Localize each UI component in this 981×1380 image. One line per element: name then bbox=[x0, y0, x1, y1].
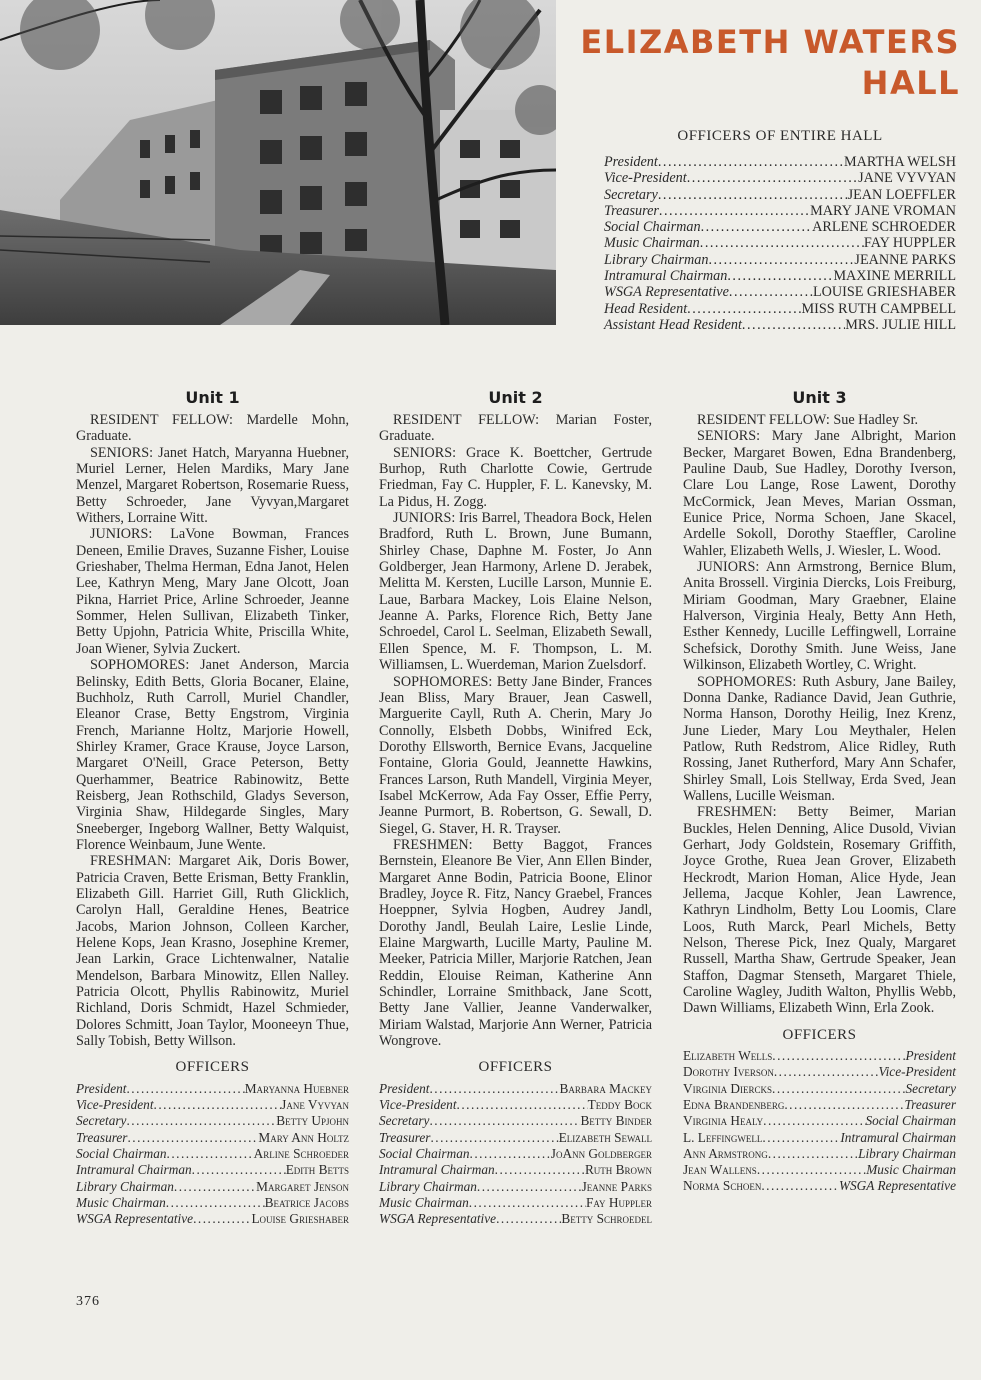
officer-name: Arline Schroeder bbox=[253, 1145, 349, 1161]
unit-3-freshmen: FRESHMEN: Betty Beimer, Marian Buckles, Helen Denning, Alice Dusold, Vivian Gerhart, Jody Goldstein, Rosemary Griffith, Joyce Grothe, Ruea Jean Grover, Elizabeth Heckrodt, Marion Homan, Alice Hyde, Jean Jellema, Jacque Kohler, Jean Lawrence, Kathryn Lindholm, Betty Lou Loomis, Clare Loos, Ruth Marck, Pearl Michels, Betty Nelson, Therese Pick, Inez Qualy, Margaret Russell, Martha Shaw, Gertrude Speaker, Jean Staffon, Dagmar Stenseth, Margaret Thiele, Caroline Wagley, Judith Walton, Phyllis Webb, Dawn Williams, Elizabeth Winn, Erla Zook. bbox=[683, 804, 956, 1017]
officer-role: Treasurer bbox=[379, 1129, 431, 1145]
leader-dots bbox=[126, 1081, 244, 1097]
page-title bbox=[560, 22, 960, 104]
officer-row bbox=[76, 1081, 349, 1097]
officer-name: Louise Grieshaber bbox=[251, 1211, 349, 1227]
unit-1-juniors: JUNIORS: LaVone Bowman, Frances Deneen, Emilie Draves, Suzanne Fisher, Louise Grieshaber, Thelma Herman, Edna Janot, Helen Lee, Kathryn Meng, Mary Jane Olcott, Joan Pikna, Harriet Price, Arline Schroeder, Jeanne Sommer, Helen Sullivan, Elizabeth Tinker, Betty Upjohn, Patricia White, Priscilla White, Joan Wiener, Sylvia Zuckert. bbox=[76, 526, 349, 657]
officer-row bbox=[604, 187, 956, 203]
officer-row bbox=[379, 1081, 652, 1097]
leader-dots bbox=[729, 284, 813, 300]
unit-1-title: Unit 1 bbox=[185, 388, 240, 407]
officer-row bbox=[683, 1178, 956, 1194]
officer-role: Social Chairman bbox=[604, 219, 701, 236]
officer-row bbox=[604, 268, 956, 284]
officer-name: Jane Vyvyan bbox=[281, 1097, 349, 1113]
officer-row bbox=[379, 1113, 652, 1129]
officer-row bbox=[604, 252, 956, 268]
hall-photograph bbox=[0, 0, 556, 325]
leader-dots bbox=[727, 268, 833, 284]
officer-name: LOUISE GRIESHABER bbox=[812, 284, 956, 301]
unit-1-officers-heading: OFFICERS bbox=[175, 1059, 250, 1076]
officer-name: L. Leffingwell bbox=[683, 1129, 763, 1145]
leader-dots bbox=[496, 1211, 561, 1227]
leader-dots bbox=[687, 170, 858, 186]
officer-name: Beatrice Jacobs bbox=[264, 1194, 349, 1210]
officer-name: Teddy Bock bbox=[587, 1097, 652, 1113]
unit-2-officers-list bbox=[379, 1081, 652, 1228]
officer-row bbox=[683, 1081, 956, 1097]
leader-dots bbox=[192, 1162, 286, 1178]
officer-row bbox=[76, 1097, 349, 1113]
leader-dots bbox=[772, 1048, 905, 1064]
unit-1-column bbox=[76, 388, 349, 1227]
officer-role: WSGA Representative bbox=[838, 1178, 956, 1194]
unit-2-resident-fellow: RESIDENT FELLOW: Marian Foster, Graduate. bbox=[379, 412, 652, 445]
title-line-2: HALL bbox=[861, 64, 960, 102]
unit-1-resident-fellow: RESIDENT FELLOW: Mardelle Mohn, Graduate. bbox=[76, 412, 349, 445]
officer-row bbox=[604, 317, 956, 333]
officer-row bbox=[76, 1130, 349, 1146]
officer-name: Fay Huppler bbox=[585, 1194, 652, 1210]
officer-name: Ruth Brown bbox=[584, 1162, 652, 1178]
officer-row bbox=[683, 1097, 956, 1113]
officer-row bbox=[76, 1146, 349, 1162]
unit-1-seniors: SENIORS: Janet Hatch, Maryanna Huebner, Muriel Lerner, Helen Mardiks, Mary Jane Menzel, Margaret Robertson, Rosemarie Ruess, Betty Schroeder, Jane Vyvyan,Margaret Withers, Lorraine Witt. bbox=[76, 444, 349, 527]
officer-role: Music Chairman bbox=[76, 1194, 166, 1210]
officer-name: Norma Schoen bbox=[683, 1178, 762, 1194]
leader-dots bbox=[784, 1097, 904, 1113]
officer-row bbox=[379, 1195, 652, 1211]
hall-officers-list bbox=[604, 154, 956, 333]
officer-name: ARLENE SCHROEDER bbox=[812, 219, 956, 236]
leader-dots bbox=[774, 1064, 879, 1080]
leader-dots bbox=[127, 1130, 258, 1146]
officer-role: Library Chairman bbox=[76, 1178, 174, 1194]
officer-role: Music Chairman bbox=[866, 1162, 956, 1178]
officer-row bbox=[379, 1146, 652, 1162]
unit-3-resident-fellow: RESIDENT FELLOW: Sue Hadley Sr. bbox=[697, 412, 919, 428]
leader-dots bbox=[659, 203, 810, 219]
officer-row bbox=[683, 1162, 956, 1178]
officer-role: Treasurer bbox=[604, 202, 659, 219]
officer-name: Dorothy Iverson bbox=[683, 1064, 774, 1080]
leader-dots bbox=[469, 1195, 586, 1211]
leader-dots bbox=[763, 1113, 865, 1129]
officer-row bbox=[379, 1162, 652, 1178]
leader-dots bbox=[477, 1179, 582, 1195]
unit-3-sophomores: SOPHOMORES: Ruth Asbury, Jane Bailey, Donna Danke, Radiance David, Jean Guthrie, Norma Hanson, Dorothy Heilig, Inez Krenz, June Lieder, Mary Lou Meythaler, Helen Patlow, Ruth Redstrom, Alice Ridley, Ruth Rossing, Janet Rutherford, Mary Ann Schafer, Shirley Small, Lois Stellway, Erda Sved, Jean Wallens, Lucille Weisman. bbox=[683, 673, 956, 804]
officer-row bbox=[683, 1048, 956, 1064]
officer-role: Intramural Chairman bbox=[76, 1162, 192, 1178]
leader-dots bbox=[687, 301, 801, 317]
officer-role: Social Chairman bbox=[76, 1145, 167, 1161]
officer-role: Social Chairman bbox=[865, 1113, 956, 1129]
unit-3-juniors: JUNIORS: Ann Armstrong, Bernice Blum, Anita Brossell. Virginia Diercks, Lois Freiburg, Miriam Goodman, Mary Graebner, Elaine Halverson, Virginia Healy, Betty Ann Heth, Esther Kennedy, Lucille Leffingwell, Lorraine Schefsick, Dorothy Smith. June Weiss, Jane Wilkinson, Elizabeth Wortley, C. Wright. bbox=[683, 559, 956, 674]
officer-name: Betty Schroedel bbox=[561, 1211, 652, 1227]
officer-name: Virginia Diercks bbox=[683, 1080, 773, 1096]
officer-name: JEAN LOEFFLER bbox=[847, 186, 956, 203]
leader-dots bbox=[762, 1130, 840, 1146]
unit-3-officers-heading: OFFICERS bbox=[782, 1026, 857, 1043]
leader-dots bbox=[154, 1097, 282, 1113]
leader-dots bbox=[658, 187, 848, 203]
officer-row bbox=[76, 1211, 349, 1227]
officer-role: President bbox=[379, 1080, 430, 1096]
leader-dots bbox=[701, 219, 813, 235]
officer-role: Library Chairman bbox=[604, 251, 709, 268]
officer-row bbox=[604, 154, 956, 170]
officer-row bbox=[604, 301, 956, 317]
officer-name: Virginia Healy bbox=[683, 1113, 764, 1129]
officer-row bbox=[604, 219, 956, 235]
officer-role: Library Chairman bbox=[379, 1178, 477, 1194]
leader-dots bbox=[126, 1113, 276, 1129]
unit-2-officers-heading: OFFICERS bbox=[478, 1059, 553, 1076]
unit-2-seniors: SENIORS: Grace K. Boettcher, Gertrude Burhop, Ruth Charlotte Cowie, Gertrude Friedman, Fay C. Huppler, F. L. Kanevsky, M. La Pidus, H. Zogg. bbox=[379, 444, 652, 510]
officer-name: JEANNE PARKS bbox=[854, 251, 956, 268]
unit-1-sophomores: SOPHOMORES: Janet Anderson, Marcia Belinsky, Edith Betts, Gloria Bocaner, Elaine, Buchholz, Ruth Carroll, Muriel Chandler, Eleanor Crase, Betty Engstrom, Virginia French, Marianne Holtz, Marjorie Howell, Shirley Kramer, Grace Krause, Joyce Larson, Margaret O'Neill, Grace Peterson, Betty Querhammer, Beatrice Rabinowitz, Bette Reisberg, Jean Rothschild, Gladys Severson, Virginia Shaw, Hildegarde Singles, Mary Sneeberger, Ingeborg Wallner, Betty Walquist, Florence Weinbaum, June Wente. bbox=[76, 657, 349, 853]
officer-name: Edna Brandenberg bbox=[683, 1096, 785, 1112]
leader-dots bbox=[166, 1195, 265, 1211]
officer-role: President bbox=[905, 1048, 956, 1064]
officer-role: Secretary bbox=[905, 1080, 956, 1096]
unit-2-column bbox=[379, 388, 652, 1227]
officer-role: Intramural Chairman bbox=[840, 1129, 956, 1145]
unit-2-juniors: JUNIORS: Iris Barrel, Theadora Bock, Helen Bradford, Ruth L. Brown, June Bumann, Shirley Chase, Daphne M. Foster, Jo Ann Goldberger, Jean Harmony, Arlene D. Jerabek, Melitta M. Kersten, Lucille Larson, Munnie E. Laue, Barbara Mackey, Lois Elaine Nelson, Jeanne A. Parks, Florence Rich, Betty Jane Schroedel, Carol L. Seelman, Elizabeth Sewall, Ellen Spence, M. F. Thompson, L. M. Williamsen, L. Wuerdeman, Marion Zuelsdorf. bbox=[379, 510, 652, 674]
officer-role: Music Chairman bbox=[379, 1194, 469, 1210]
officer-role: Intramural Chairman bbox=[379, 1162, 495, 1178]
officer-row bbox=[604, 235, 956, 251]
officer-row bbox=[76, 1179, 349, 1195]
leader-dots bbox=[761, 1178, 839, 1194]
officer-row bbox=[379, 1179, 652, 1195]
title-line-1: ELIZABETH WATERS bbox=[580, 23, 960, 61]
officer-name: MARY JANE VROMAN bbox=[810, 202, 956, 219]
leader-dots bbox=[167, 1146, 254, 1162]
officer-row bbox=[76, 1113, 349, 1129]
leader-dots bbox=[193, 1211, 251, 1227]
leader-dots bbox=[430, 1130, 558, 1146]
officer-name: Betty Binder bbox=[580, 1113, 652, 1129]
leader-dots bbox=[742, 317, 845, 333]
unit-2-sophomores: SOPHOMORES: Betty Jane Binder, Frances Jean Bliss, Mary Brauer, Jean Caswell, Marguerite Cayll, Ruth A. Cherin, Mary Jo Connolly, Elsbeth Dobbs, Winifred Eck, Dorothy Ellsworth, Bernice Evans, Jacqueline Fontaine, Gloria Gould, Jeannette Hawkins, Frances Larson, Ruth Mandell, Virginia Meyer, Isabel McKerrow, Ada Fay Osser, Effie Perry, Jeanne Purmort, B. Robertson, G. Sewall, D. Siegel, G. Staver, H. R. Trayser. bbox=[379, 673, 652, 837]
officer-role: Secretary bbox=[76, 1113, 127, 1129]
unit-3-title: Unit 3 bbox=[792, 388, 847, 407]
officer-row bbox=[683, 1146, 956, 1162]
officer-row bbox=[683, 1113, 956, 1129]
unit-1-freshmen: FRESHMAN: Margaret Aik, Doris Bower, Patricia Craven, Bette Erisman, Betty Franklin, Elizabeth Gill. Harriet Gill, Ruth Glicklich, Carolyn Hall, Geraldine Henes, Beatrice Jacobs, Marion Johnson, Colleen Karcher, Helene Kops, Jean Krasno, Josephine Kremer, Jean Larkin, Grace Lichtenwalner, Natalie Mendelson, Barbara Minowitz, Ellen Nalley. Patricia Olcott, Phyllis Rabinowitz, Muriel Richland, Doris Schmidt, Hazel Schmieder, Dolores Schmitt, Joan Taylor, Mooneeyn Thue, Sally Tobish, Betty Willson. bbox=[76, 853, 349, 1050]
officer-name: Edith Betts bbox=[285, 1162, 349, 1178]
officer-role: Vice-President bbox=[76, 1097, 154, 1113]
officer-name: MARTHA WELSH bbox=[844, 154, 956, 170]
officer-role: Vice-President bbox=[604, 170, 687, 187]
officer-name: Jeanne Parks bbox=[581, 1178, 652, 1194]
officer-role: Treasurer bbox=[76, 1129, 128, 1145]
unit-2-title: Unit 2 bbox=[488, 388, 543, 407]
officer-row bbox=[379, 1097, 652, 1113]
leader-dots bbox=[772, 1081, 906, 1097]
officer-role: WSGA Representative bbox=[76, 1211, 194, 1227]
officer-row bbox=[604, 203, 956, 219]
officer-role: Secretary bbox=[379, 1113, 430, 1129]
officer-name: MISS RUTH CAMPBELL bbox=[801, 300, 956, 317]
officer-role: President bbox=[604, 154, 658, 170]
leader-dots bbox=[708, 252, 854, 268]
hall-photograph-art bbox=[0, 0, 556, 325]
officer-name: Maryanna Huebner bbox=[244, 1080, 349, 1096]
leader-dots bbox=[174, 1179, 256, 1195]
officer-row bbox=[76, 1195, 349, 1211]
officer-role: Secretary bbox=[604, 186, 658, 203]
officer-name: Betty Upjohn bbox=[276, 1113, 349, 1129]
officer-row bbox=[379, 1130, 652, 1146]
officer-name: MRS. JULIE HILL bbox=[845, 316, 956, 333]
officer-role: President bbox=[76, 1080, 127, 1096]
officer-role: Vice-President bbox=[379, 1097, 457, 1113]
officer-row bbox=[76, 1162, 349, 1178]
officer-name: FAY HUPPLER bbox=[863, 235, 956, 252]
officer-name: Mary Ann Holtz bbox=[258, 1129, 349, 1145]
officer-role: Intramural Chairman bbox=[604, 268, 728, 285]
officer-row bbox=[683, 1064, 956, 1080]
leader-dots bbox=[768, 1146, 858, 1162]
officer-name: JoAnn Goldberger bbox=[550, 1145, 652, 1161]
unit-3-seniors: SENIORS: Mary Jane Albright, Marion Becker, Margaret Bowen, Edna Brandenberg, Pauline Daub, Sue Hadley, Dorothy Iverson, Clare Lou Lange, Rose Lawent, Dorothy McCormick, Jean Meves, Marian Ossman, Eunice Price, Norma Schoen, Jane Skacel, Ardelle Sokoll, Dorothy Staeffler, Caroline Wahler, Elizabeth Wells, J. Wiesler, L. Wood. bbox=[683, 428, 956, 559]
unit-3-officers-list bbox=[683, 1048, 956, 1195]
leader-dots bbox=[457, 1097, 588, 1113]
officer-row bbox=[604, 170, 956, 186]
officer-role: Head Resident bbox=[604, 300, 688, 317]
leader-dots bbox=[658, 154, 844, 170]
leader-dots bbox=[429, 1113, 580, 1129]
unit-1-officers-list bbox=[76, 1081, 349, 1228]
officer-role: Treasurer bbox=[904, 1096, 956, 1112]
leader-dots bbox=[429, 1081, 559, 1097]
officer-name: JANE VYVYAN bbox=[858, 170, 956, 187]
officer-role: WSGA Representative bbox=[379, 1211, 497, 1227]
officer-role: Music Chairman bbox=[604, 235, 700, 252]
officer-role: WSGA Representative bbox=[604, 284, 729, 301]
officer-row bbox=[683, 1130, 956, 1146]
leader-dots bbox=[495, 1162, 585, 1178]
officer-role: Assistant Head Resident bbox=[604, 316, 742, 333]
officer-role: Vice-President bbox=[878, 1064, 956, 1080]
officer-name: Elizabeth Sewall bbox=[558, 1129, 652, 1145]
officer-role: Social Chairman bbox=[379, 1145, 470, 1161]
unit-3-column bbox=[683, 388, 956, 1195]
page-number: 376 bbox=[76, 1294, 100, 1309]
officer-name: Ann Armstrong bbox=[683, 1145, 768, 1161]
officer-row bbox=[379, 1211, 652, 1227]
officer-name: Elizabeth Wells bbox=[683, 1048, 773, 1064]
officer-name: Margaret Jenson bbox=[256, 1178, 349, 1194]
leader-dots bbox=[757, 1162, 866, 1178]
officer-role: Library Chairman bbox=[858, 1145, 956, 1161]
leader-dots bbox=[700, 235, 864, 251]
leader-dots bbox=[470, 1146, 551, 1162]
officer-name: MAXINE MERRILL bbox=[833, 268, 956, 285]
officer-name: Barbara Mackey bbox=[559, 1080, 652, 1096]
hall-officers-heading: OFFICERS OF ENTIRE HALL bbox=[677, 128, 883, 144]
unit-2-freshmen: FRESHMEN: Betty Baggot, Frances Bernstein, Eleanore Be Vier, Ann Ellen Binder, Margaret Anne Bodin, Patricia Boone, Elinor Bradley, Joyce R. Fitz, Nancy Graebel, Frances Hoeppner, Sylvia Hogben, Audrey Jandl, Dorothy Jandl, Beulah Laire, Leslie Linde, Elaine Margwarth, Lucille Marty, Pauline M. Meeker, Patricia Miller, Marjorie Ratchen, Jean Reddin, Elouise Reiman, Katherine Ann Schindler, Lorraine Smithback, Jane Scott, Betty Jane Vallier, Jeanne Vanderwalker, Miriam Walstad, Marjorie Ann Werner, Patricia Wongrove. bbox=[379, 836, 652, 1050]
officer-row bbox=[604, 284, 956, 300]
officer-name: Jean Wallens bbox=[683, 1162, 757, 1178]
